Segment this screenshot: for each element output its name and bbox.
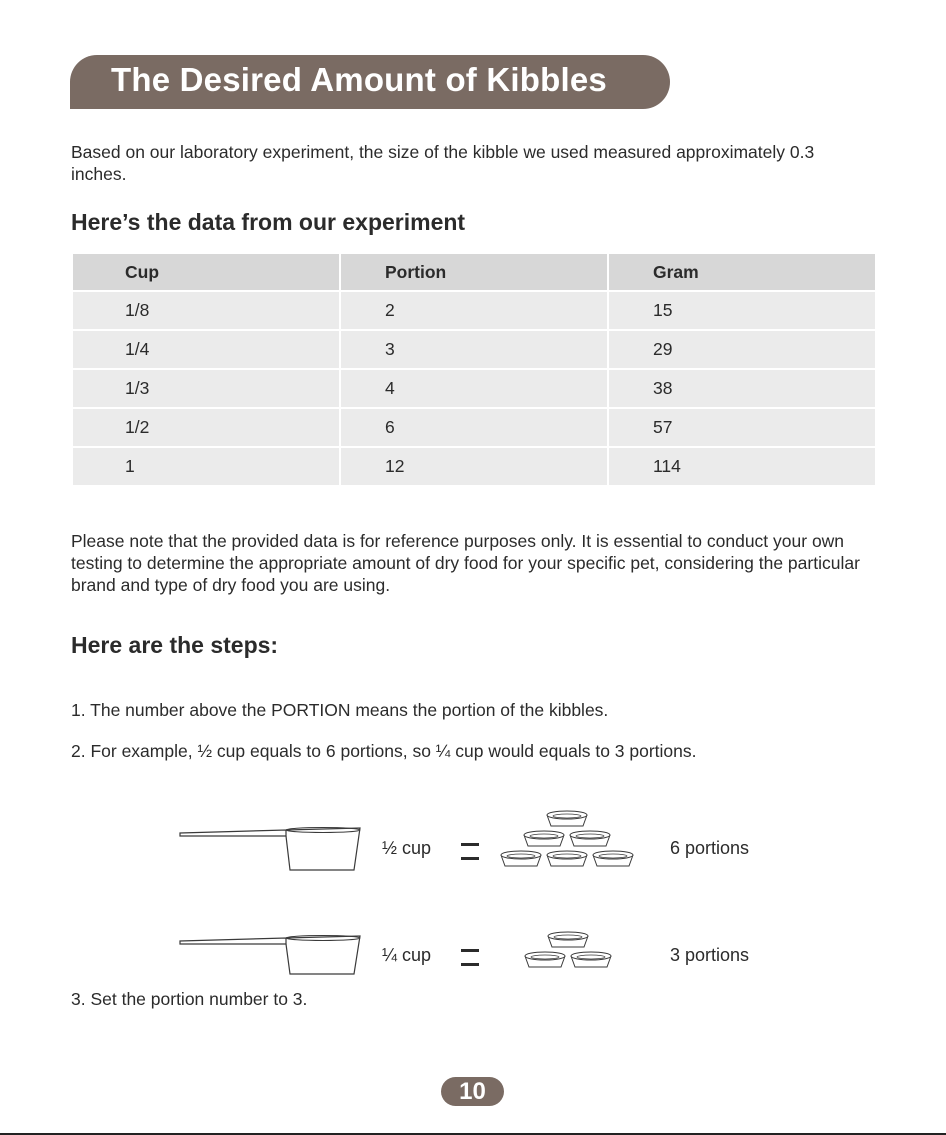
bowl-icon [571,952,611,967]
measuring-cup-icon [178,934,364,978]
steps-heading: Here are the steps: [71,632,279,658]
cell-gram: 29 [608,330,876,369]
table-row [72,447,876,486]
cell-cup: 1/2 [72,408,340,447]
step-1: 1. The number above the PORTION means the portion of the kibbles. [71,700,609,720]
cell-cup: 1/8 [72,291,340,330]
header-gram: Gram [608,253,876,291]
table-row [72,408,876,447]
table-row [72,369,876,408]
step-3: 3. Set the portion number to 3. [71,989,308,1009]
step-2: 2. For example, ½ cup equals to 6 portions, so ¼ cup would equals to 3 portions. [71,741,697,761]
half-cup-portions: 6 portions [670,838,750,858]
bowl-icon [593,851,633,866]
cell-gram: 15 [608,291,876,330]
bowl-icon [501,851,541,866]
bowl-stack-three-icon [520,928,616,974]
equals-sign [461,843,479,860]
cell-cup: 1 [72,447,340,486]
bowl-stack-six-icon [494,807,640,879]
cell-gram: 38 [608,369,876,408]
cell-portion: 3 [340,330,608,369]
bowl-icon [570,831,610,846]
page-title: The Desired Amount of Kibbles [111,61,607,98]
bowl-icon [524,831,564,846]
header-portion: Portion [340,253,608,291]
equals-sign [461,949,479,966]
measuring-cup-icon [178,826,364,874]
cell-portion: 2 [340,291,608,330]
title-banner [70,55,670,109]
cell-cup: 1/3 [72,369,340,408]
table-header-row [72,253,876,291]
data-heading: Here’s the data from our experiment [71,209,466,235]
cell-gram: 57 [608,408,876,447]
bowl-icon [525,952,565,967]
cell-portion: 12 [340,447,608,486]
table-row [72,330,876,369]
table-row [72,291,876,330]
quarter-cup-portions: 3 portions [670,945,750,965]
cell-cup: 1/4 [72,330,340,369]
half-cup-label: ½ cup [382,838,432,858]
page-number: 10 [441,1077,504,1106]
quarter-cup-label: ¼ cup [382,945,432,965]
cell-portion: 6 [340,408,608,447]
cell-gram: 114 [608,447,876,486]
bowl-icon [547,811,587,826]
reference-note: Please note that the provided data is for reference purposes only. It is essential to conduct your own testing to determine the appropriate amount of dry food for your specific pet, considering the particular brand and type of dry food you are using. [71,531,860,595]
cell-portion: 4 [340,369,608,408]
kibble-data-table [71,252,877,487]
bowl-icon [548,932,588,947]
intro-text: Based on our laboratory experiment, the size of the kibble we used measured approximately 0.3 inches. [71,142,815,184]
bowl-icon [547,851,587,866]
header-cup: Cup [72,253,340,291]
